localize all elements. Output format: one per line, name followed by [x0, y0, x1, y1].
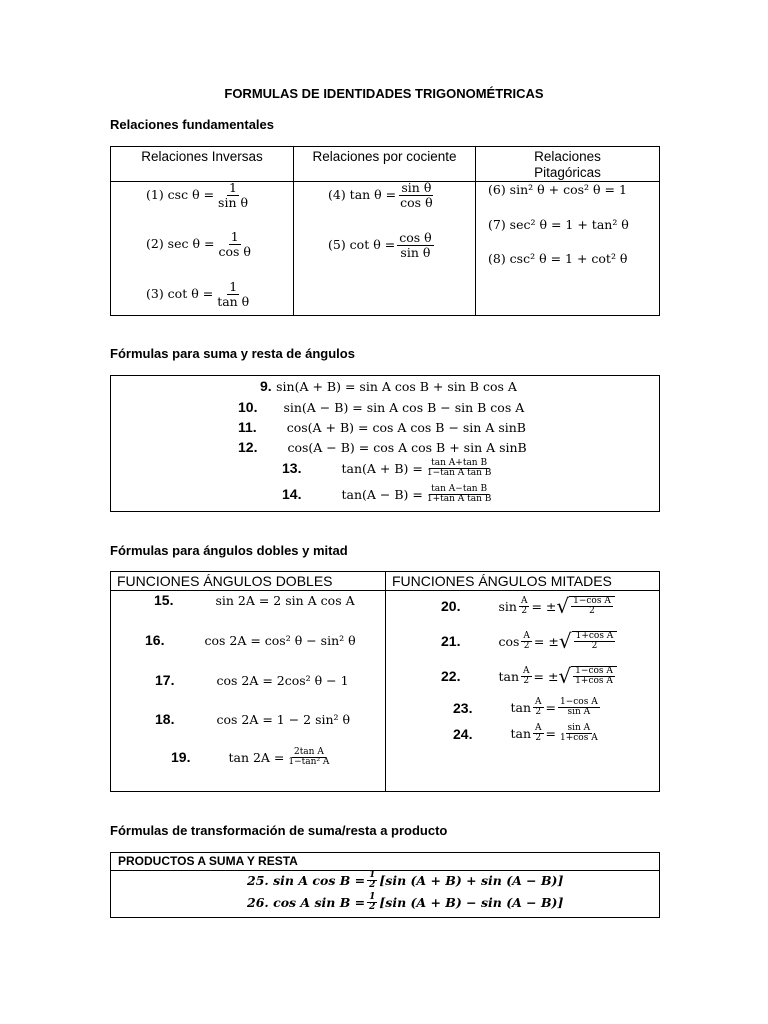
formula-4: (4) tan θ = $\frac{\text{sin θ}}{\text{cos θ}}$ [328, 180, 433, 210]
page-title: FORMULAS DE IDENTIDADES TRIGONOMÉTRICAS [224, 86, 544, 101]
formula-25: 25. sin A cos B = $\frac{1}{2}$ [sin (A + B) + sin (A − B)] [247, 870, 564, 891]
formula-17: 17. cos 2A = 2cos² θ − 1 [155, 672, 349, 688]
header-products: PRODUCTOS A SUMA Y RESTA [118, 854, 298, 868]
formula-7: (7) sec² θ = 1 + tan² θ [488, 217, 629, 232]
formula-14: 14. tan(A − B) = $\frac{\text{tan A−tan B}}{\text{1+tan A tan B}}$ [282, 484, 492, 505]
formula-5: (5) cot θ = $\frac{\text{cos θ}}{\text{sin θ}}$ [328, 230, 432, 260]
product-to-sum-table [110, 852, 660, 918]
formula-22: 22. tan $\frac{A}{2}$ = ± √ $\frac{\text{1−cos A}}{\text{1+cos A}}$ [441, 666, 617, 687]
formula-15: 15. sin 2A = 2 sin A cos A [154, 592, 355, 608]
formula-24: 24. tan $\frac{A}{2}$ = $\frac{\text{sin A}}{\text{1+cos A}}$ [453, 723, 598, 744]
formula-8: (8) csc² θ = 1 + cot² θ [488, 251, 628, 266]
formula-13: 13. tan(A + B) = $\frac{\text{tan A+tan B}}{\text{1−tan A tan B}}$ [282, 458, 492, 479]
formula-23: 23. tan $\frac{A}{2}$ = $\frac{\text{1−cos A}}{\text{sin A}}$ [453, 697, 598, 718]
formula-19: 19. tan 2A = $\frac{\text{2tan A}}{\text{1−tan² A}}$ [171, 747, 330, 768]
formula-18: 18. cos 2A = 1 − 2 sin² θ [155, 711, 351, 727]
formula-12: 12. cos(A − B) = cos A cos B + sin A sinB [238, 439, 527, 455]
header-pythagorean-relations: Relaciones Pitagóricas [534, 149, 601, 180]
header-double-angles: FUNCIONES ÁNGULOS DOBLES [117, 573, 333, 589]
header-quotient-relations: Relaciones por cociente [312, 149, 457, 164]
formula-20: 20. sin $\frac{A}{2}$ = ± √ $\frac{\text{1−cos A}}{2}$ [441, 596, 615, 617]
header-half-angles: FUNCIONES ÁNGULOS MITADES [392, 573, 612, 589]
formula-1: (1) csc θ = $\frac{1}{\text{sin θ}}$ [146, 180, 249, 210]
section-product-heading: Fórmulas de transformación de suma/resta a producto [110, 823, 448, 838]
formula-11: 11. cos(A + B) = cos A cos B − sin A sinB [238, 419, 526, 435]
header-inverse-relations: Relaciones Inversas [141, 149, 263, 164]
sum-difference-table [110, 375, 660, 512]
formula-26: 26. cos A sin B = $\frac{1}{2}$ [sin (A + B) − sin (A − B)] [247, 892, 564, 913]
formula-21: 21. cos $\frac{A}{2}$ = ± √ $\frac{\text{1+cos A}}{2}$ [441, 631, 617, 652]
section-double-heading: Fórmulas para ángulos dobles y mitad [110, 543, 348, 558]
formula-10: 10. sin(A − B) = sin A cos B − sin B cos A [238, 399, 525, 415]
double-half-angle-table [110, 571, 660, 792]
fundamental-relations-table [110, 146, 660, 316]
formula-16: 16. cos 2A = cos² θ − sin² θ [145, 632, 356, 648]
section-fundamental-heading: Relaciones fundamentales [110, 117, 274, 132]
formula-9: 9. sin(A + B) = sin A cos B + sin B cos A [260, 378, 517, 394]
formula-3: (3) cot θ = $\frac{1}{\text{tan θ}}$ [146, 279, 250, 309]
formula-2: (2) sec θ = $\frac{1}{\text{cos θ}}$ [146, 229, 251, 259]
section-sum-heading: Fórmulas para suma y resta de ángulos [110, 346, 355, 361]
formula-6: (6) sin² θ + cos² θ = 1 [488, 182, 627, 197]
